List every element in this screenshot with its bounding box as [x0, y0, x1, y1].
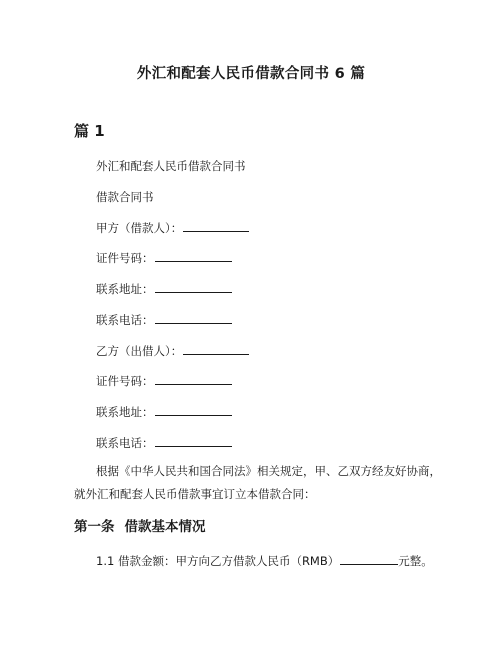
- lender-id-line: [96, 373, 232, 389]
- fill-blank: [155, 282, 232, 293]
- line-text: 外汇和配套人民币借款合同书: [96, 159, 246, 173]
- fill-blank: [155, 374, 232, 385]
- document-title: 外汇和配套人民币借款合同书 6 篇: [136, 66, 366, 82]
- article-heading: [74, 515, 216, 535]
- fill-blank: [155, 436, 232, 447]
- fill-blank: [155, 251, 232, 262]
- fill-blank: [183, 221, 249, 232]
- borrower-phone-line: [96, 312, 232, 328]
- field-label: 联系电话：: [96, 436, 154, 450]
- clause-suffix: 元整。: [398, 554, 433, 568]
- field-label: 联系地址：: [96, 282, 154, 296]
- lender-address-line: [96, 404, 232, 420]
- field-label: 证件号码：: [96, 251, 154, 265]
- lender-phone-line: [96, 435, 232, 451]
- contract-heading-line: [96, 158, 246, 174]
- line-text: 借款合同书: [96, 190, 154, 204]
- article-title: 借款基本情况: [124, 519, 206, 535]
- article-number: 第一条: [74, 519, 115, 535]
- preamble-paragraph: 根据《中华人民共和国合同法》相关规定，甲、乙双方经友好协商，就外汇和配套人民币借款事宜订立本借款合同：: [74, 464, 441, 501]
- field-label: 联系电话：: [96, 313, 154, 327]
- fill-blank: [340, 554, 398, 565]
- borrower-address-line: [96, 281, 232, 297]
- clause-prefix: 1.1 借款金额：甲方向乙方借款人民币（RMB）: [96, 554, 340, 568]
- lender-line: [96, 343, 249, 359]
- borrower-id-line: [96, 250, 232, 266]
- field-label: 证件号码：: [96, 374, 154, 388]
- section-heading: 篇 1: [74, 122, 105, 140]
- fill-blank: [155, 313, 232, 324]
- fill-blank: [155, 405, 232, 416]
- field-label: 甲方（借款人）：: [96, 221, 183, 235]
- borrower-line: [96, 220, 249, 236]
- clause-1-1: [96, 553, 433, 569]
- field-label: 乙方（出借人）：: [96, 344, 183, 358]
- contract-subheading-line: [96, 189, 154, 205]
- field-label: 联系地址：: [96, 405, 154, 419]
- fill-blank: [183, 344, 249, 355]
